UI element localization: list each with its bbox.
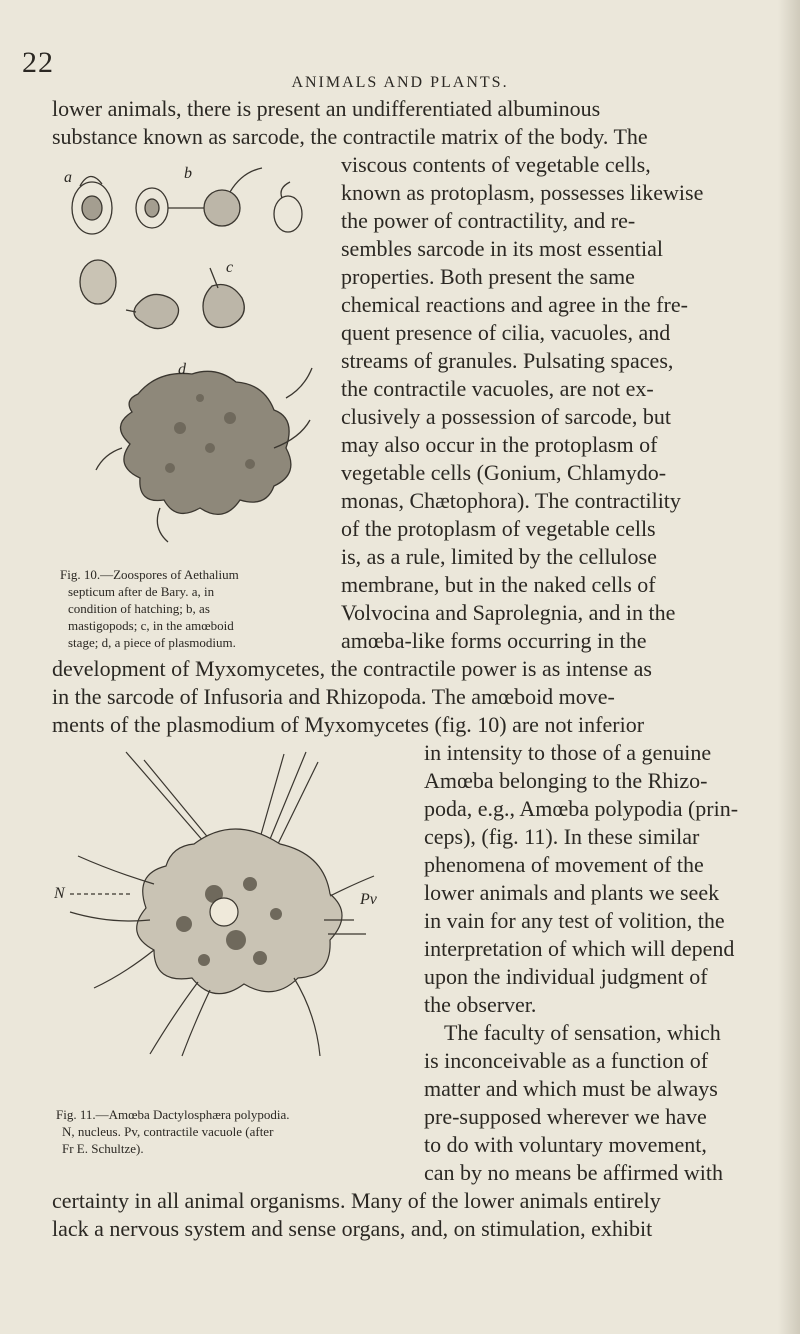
zoospore-a3 bbox=[80, 260, 116, 304]
page-edge-shadow bbox=[778, 0, 800, 1334]
text-line: upon the individual judgment of bbox=[424, 964, 708, 989]
text-line: quent presence of cilia, vacuoles, and bbox=[341, 320, 671, 345]
figure-11-illustration bbox=[54, 744, 414, 1060]
figure-11-caption-line: Fr E. Schultze). bbox=[62, 1141, 144, 1156]
running-title: ANIMALS AND PLANTS. bbox=[291, 74, 509, 91]
text-line: the contractile vacuoles, are not ex- bbox=[341, 376, 654, 401]
figure-11-caption-line: N, nucleus. Pv, contractile vacuole (after bbox=[62, 1124, 274, 1139]
text-line: the power of contractility, and re- bbox=[341, 208, 636, 233]
text-line: is inconceivable as a function of bbox=[424, 1048, 709, 1073]
page-number: 22 bbox=[22, 46, 54, 79]
text-line: known as protoplasm, possesses likewise bbox=[341, 180, 704, 205]
text-line: in intensity to those of a genuine bbox=[424, 740, 712, 765]
amoeboid-c2 bbox=[203, 285, 244, 328]
text-line: to do with voluntary movement, bbox=[424, 1132, 707, 1157]
figure-10-caption-line: mastigopods; c, in the amœboid bbox=[68, 618, 234, 633]
text-line: lack a nervous system and sense organs, and, on stimulation, exhibit bbox=[52, 1216, 653, 1241]
text-line: development of Myxomycetes, the contractile power is as intense as bbox=[52, 656, 652, 681]
text-line: ceps), (fig. 11). In these similar bbox=[424, 824, 700, 849]
text-line: vegetable cells (Gonium, Chlamydo- bbox=[341, 460, 667, 485]
text-line: Volvocina and Saprolegnia, and in the bbox=[341, 600, 676, 625]
text-line: pre-supposed wherever we have bbox=[424, 1104, 707, 1129]
text-line: interpretation of which will depend bbox=[424, 936, 735, 961]
plasmodium-d bbox=[120, 371, 290, 514]
text-line: in the sarcode of Infusoria and Rhizopoda. The amœboid move- bbox=[52, 684, 615, 709]
text-line: lower animals, there is present an undifferentiated albuminous bbox=[52, 96, 601, 121]
figure-10-caption-line: septicum after de Bary. a, in bbox=[68, 584, 215, 599]
figure-label-b: b bbox=[184, 165, 192, 182]
text-line: may also occur in the protoplasm of bbox=[341, 432, 658, 457]
text-line: in vain for any test of volition, the bbox=[424, 908, 725, 933]
text-line: ments of the plasmodium of Myxomycetes (fig. 10) are not inferior bbox=[52, 712, 645, 737]
text-line: The faculty of sensation, which bbox=[444, 1020, 721, 1045]
text-line: phenomena of movement of the bbox=[424, 852, 704, 877]
figure-label-a: a bbox=[64, 169, 72, 186]
figure-11-caption-line: Fig. 11.—Amœba Dactylosphæra polypodia. bbox=[56, 1107, 290, 1122]
text-line: Amœba belonging to the Rhizo- bbox=[424, 768, 708, 793]
text-line: is, as a rule, limited by the cellulose bbox=[341, 544, 657, 569]
text-line: viscous contents of vegetable cells, bbox=[341, 152, 651, 177]
text-line: sembles sarcode in its most essential bbox=[341, 236, 663, 261]
text-line: poda, e.g., Amœba polypodia (prin- bbox=[424, 796, 739, 821]
figure-10-caption-line: Fig. 10.—Zoospores of Aethalium bbox=[60, 567, 239, 582]
text-line: monas, Chætophora). The contractility bbox=[341, 488, 681, 513]
figure-label-n: N bbox=[54, 885, 65, 902]
figure-10-illustration bbox=[60, 148, 330, 560]
figure-label-d: d bbox=[178, 361, 186, 378]
text-line: chemical reactions and agree in the fre- bbox=[341, 292, 688, 317]
figure-label-pv: Pv bbox=[360, 891, 377, 908]
text-line: amœba-like forms occurring in the bbox=[341, 628, 647, 653]
text-line: certainty in all animal organisms. Many of the lower animals entirely bbox=[52, 1188, 661, 1213]
amoeba-body bbox=[137, 829, 342, 994]
mastigopod-b bbox=[204, 190, 240, 226]
text-line: streams of granules. Pulsating spaces, bbox=[341, 348, 674, 373]
text-line: clusively a possession of sarcode, but bbox=[341, 404, 671, 429]
nucleus bbox=[210, 898, 238, 926]
text-line: of the protoplasm of vegetable cells bbox=[341, 516, 656, 541]
text-line: matter and which must be always bbox=[424, 1076, 718, 1101]
figure-10-caption-line: condition of hatching; b, as bbox=[68, 601, 210, 616]
text-line: can by no means be affirmed with bbox=[424, 1160, 723, 1185]
text-line: the observer. bbox=[424, 992, 537, 1017]
mastigopod-b2 bbox=[274, 196, 302, 232]
text-line: substance known as sarcode, the contractile matrix of the body. The bbox=[52, 124, 648, 149]
text-line: membrane, but in the naked cells of bbox=[341, 572, 656, 597]
amoeboid-c1 bbox=[134, 294, 179, 328]
figure-label-c: c bbox=[226, 259, 234, 276]
text-line: properties. Both present the same bbox=[341, 264, 635, 289]
figure-10-caption-line: stage; d, a piece of plasmodium. bbox=[68, 635, 236, 650]
text-line: lower animals and plants we seek bbox=[424, 880, 720, 905]
